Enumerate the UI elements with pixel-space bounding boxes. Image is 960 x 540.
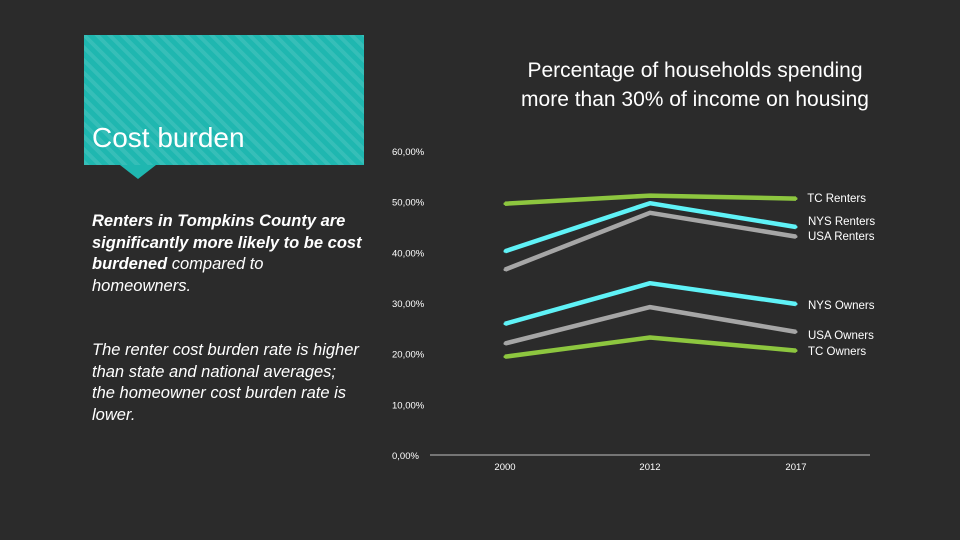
data-point [504, 342, 507, 345]
data-point [649, 202, 652, 205]
y-tick-label: 50,00% [392, 197, 425, 209]
y-tick-label: 60,00% [392, 147, 425, 158]
chart-title-line-2: more than 30% of income on housing [521, 88, 869, 111]
y-tick-label: 20,00% [392, 349, 425, 361]
data-point [504, 322, 507, 325]
data-point [649, 282, 652, 285]
data-point [504, 202, 507, 205]
series-label: NYS Renters [808, 216, 876, 228]
y-tick-label: 30,00% [392, 299, 425, 310]
y-tick-label: 0,00% [392, 451, 419, 462]
data-point [649, 306, 652, 309]
chart-title-line-1: Percentage of households spending [527, 59, 863, 82]
data-point [649, 211, 652, 214]
data-point [795, 349, 798, 352]
section-heading: Cost burden [92, 122, 245, 153]
series-label: USA Owners [808, 330, 874, 342]
series-line [505, 338, 796, 357]
paragraph-renters-bold: Renters in Tompkins County are significantly more likely to be cost burdened [92, 212, 362, 273]
data-point [649, 194, 652, 197]
data-point [795, 303, 798, 306]
series-label: NYS Owners [808, 300, 875, 312]
data-point [504, 355, 507, 358]
x-tick-label: 2012 [639, 462, 661, 473]
series-line [505, 283, 796, 324]
data-point [795, 226, 798, 229]
series-label: TC Owners [808, 346, 867, 358]
data-point [795, 235, 798, 238]
series-label: USA Renters [808, 231, 875, 243]
data-point [504, 250, 507, 253]
data-point [795, 330, 798, 333]
data-point [649, 336, 652, 339]
y-tick-label: 40,00% [392, 248, 425, 260]
paragraph-rates: The renter cost burden rate is higher than state and national averages; the homeowner cost burden rate is lower. [92, 341, 359, 424]
series-label: TC Renters [807, 193, 866, 205]
data-point [504, 268, 507, 271]
x-tick-label: 2017 [785, 462, 807, 473]
y-tick-label: 10,00% [392, 400, 425, 412]
x-tick-label: 2000 [494, 462, 516, 473]
data-point [795, 197, 798, 200]
paragraph-renters-rest: compared to homeowners. [92, 255, 264, 295]
